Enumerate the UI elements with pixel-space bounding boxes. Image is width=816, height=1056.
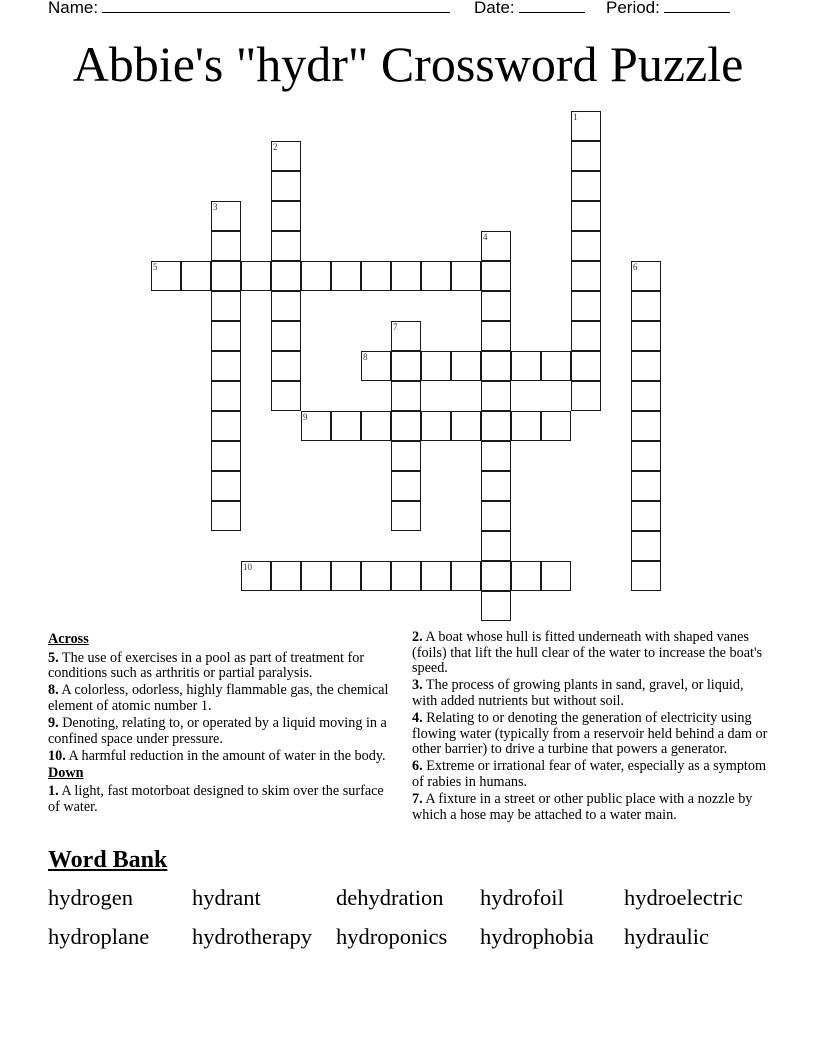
- clue-text: A harmful reduction in the amount of water in the body.: [65, 747, 386, 764]
- grid-cell[interactable]: [631, 291, 661, 321]
- grid-cell[interactable]: [391, 441, 421, 471]
- grid-cell[interactable]: [211, 321, 241, 351]
- clue-number: 10: [243, 562, 252, 572]
- grid-cell[interactable]: [391, 261, 421, 291]
- clue-number-label: 7.: [412, 790, 423, 807]
- clue-number-label: 1.: [48, 783, 59, 800]
- grid-cell[interactable]: [481, 381, 511, 411]
- grid-cell[interactable]: [301, 411, 331, 441]
- grid-cell[interactable]: [631, 501, 661, 531]
- grid-cell[interactable]: [211, 441, 241, 471]
- clue-number: 7: [393, 322, 398, 332]
- word-bank: [48, 880, 788, 958]
- grid-cell[interactable]: [361, 351, 391, 381]
- grid-cell[interactable]: [211, 291, 241, 321]
- grid-cell[interactable]: [301, 561, 331, 591]
- grid-cell[interactable]: [211, 471, 241, 501]
- grid-cell[interactable]: [481, 591, 511, 621]
- clue-item: [48, 651, 393, 682]
- word-bank-word: hydroelectric: [624, 885, 743, 910]
- grid-cell[interactable]: [271, 321, 301, 351]
- clue-number: 1: [573, 112, 578, 122]
- name-label: Name:: [48, 0, 99, 17]
- clue-number: 5: [153, 262, 158, 272]
- grid-cell[interactable]: [511, 411, 541, 441]
- clue-number: 4: [483, 232, 488, 242]
- grid-cell[interactable]: [451, 561, 481, 591]
- grid-cell[interactable]: [271, 171, 301, 201]
- clue-text: Denoting, relating to, or operated by a liquid moving in a confined space under pressure.: [48, 714, 387, 747]
- grid-cell[interactable]: [631, 471, 661, 501]
- grid-cell[interactable]: [631, 561, 661, 591]
- grid-cell[interactable]: [361, 261, 391, 291]
- word-bank-title: Word Bank: [48, 847, 168, 873]
- grid-cell[interactable]: [541, 351, 571, 381]
- clue-item: [48, 683, 393, 714]
- grid-cell[interactable]: [511, 351, 541, 381]
- down-clue-list-start: [48, 784, 393, 815]
- word-bank-word: hydrotherapy: [192, 924, 312, 949]
- grid-cell[interactable]: [571, 201, 601, 231]
- grid-cell[interactable]: [331, 261, 361, 291]
- word-bank-word: hydroponics: [336, 924, 448, 949]
- grid-cell[interactable]: [181, 261, 211, 291]
- clue-number-label: 10.: [48, 747, 66, 764]
- grid-cell[interactable]: [391, 561, 421, 591]
- grid-cell[interactable]: [151, 261, 181, 291]
- clue-number: 9: [303, 412, 308, 422]
- grid-cell[interactable]: [631, 531, 661, 561]
- grid-cell[interactable]: [271, 141, 301, 171]
- clue-number-label: 8.: [48, 682, 59, 699]
- grid-cell[interactable]: [571, 291, 601, 321]
- grid-cell[interactable]: [211, 231, 241, 261]
- across-heading: Across: [48, 631, 89, 647]
- word-bank-word: hydraulic: [624, 924, 709, 949]
- clue-item: [48, 716, 393, 747]
- grid-cell[interactable]: [391, 321, 421, 351]
- grid-cell[interactable]: [481, 321, 511, 351]
- date-label: Date:: [474, 0, 515, 17]
- clue-number: 2: [273, 142, 278, 152]
- clue-number: 6: [633, 262, 638, 272]
- clue-number: 8: [363, 352, 368, 362]
- grid-cell[interactable]: [631, 351, 661, 381]
- grid-cell[interactable]: [421, 261, 451, 291]
- word-bank-word: hydrant: [192, 885, 261, 910]
- word-bank-word: hydrophobia: [480, 924, 594, 949]
- grid-cell[interactable]: [331, 411, 361, 441]
- grid-cell[interactable]: [481, 531, 511, 561]
- grid-cell[interactable]: [391, 471, 421, 501]
- clue-text: The process of growing plants in sand, gravel, or liquid, with added nutrients but without soil.: [412, 677, 744, 709]
- clue-text: Extreme or irrational fear of water, especially as a symptom of rabies in humans.: [412, 758, 766, 790]
- clue-text: A fixture in a street or other public place with a nozzle by which a hose may be attached to a water main.: [412, 790, 753, 823]
- grid-cell[interactable]: [391, 501, 421, 531]
- grid-cell[interactable]: [271, 261, 301, 291]
- clue-text: Relating to or denoting the generation of electricity using flowing water (typically from a reservoir held behind a dam or other barrier) to drive a turbine that powers a generator.: [412, 709, 768, 758]
- word-bank-word: dehydration: [336, 885, 444, 910]
- clue-number: 3: [213, 202, 218, 212]
- grid-cell[interactable]: [571, 111, 601, 141]
- grid-cell[interactable]: [481, 291, 511, 321]
- grid-cell[interactable]: [391, 351, 421, 381]
- grid-cell[interactable]: [391, 381, 421, 411]
- clue-number-label: 5.: [48, 649, 59, 666]
- grid-cell[interactable]: [511, 561, 541, 591]
- grid-cell[interactable]: [421, 351, 451, 381]
- grid-cell[interactable]: [241, 561, 271, 591]
- clue-item: [412, 678, 772, 709]
- clue-item: [412, 759, 772, 790]
- grid-cell[interactable]: [271, 561, 301, 591]
- grid-cell[interactable]: [481, 501, 511, 531]
- grid-cell[interactable]: [211, 351, 241, 381]
- clue-item: [48, 749, 393, 765]
- clue-text: A light, fast motorboat designed to skim over the surface of water.: [48, 783, 384, 815]
- clue-number-label: 3.: [412, 677, 423, 694]
- word-bank-word: hydrogen: [48, 885, 133, 910]
- grid-cell[interactable]: [481, 411, 511, 441]
- grid-cell[interactable]: [391, 411, 421, 441]
- grid-cell[interactable]: [481, 231, 511, 261]
- clues-left-column: [48, 630, 393, 817]
- down-heading: Down: [48, 764, 84, 781]
- grid-cell[interactable]: [481, 261, 511, 291]
- grid-cell[interactable]: [571, 351, 601, 381]
- down-clue-list-continued: [412, 630, 772, 823]
- grid-cell[interactable]: [211, 501, 241, 531]
- grid-cell[interactable]: [271, 201, 301, 231]
- grid-cell[interactable]: [451, 411, 481, 441]
- clue-item: [412, 630, 772, 677]
- clue-text: A boat whose hull is fitted underneath with shaped vanes (foils) that lift the hull clear of the water to increase the boat's speed.: [412, 629, 763, 677]
- grid-cell[interactable]: [211, 381, 241, 411]
- grid-cell[interactable]: [271, 291, 301, 321]
- grid-cell[interactable]: [241, 261, 271, 291]
- grid-cell[interactable]: [481, 351, 511, 381]
- grid-cell[interactable]: [271, 231, 301, 261]
- grid-cell[interactable]: [361, 411, 391, 441]
- grid-cell[interactable]: [571, 261, 601, 291]
- grid-cell[interactable]: [421, 561, 451, 591]
- grid-cell[interactable]: [451, 261, 481, 291]
- grid-cell[interactable]: [211, 411, 241, 441]
- clue-text: The use of exercises in a pool as part of treatment for conditions such as arthritis or partial paralysis.: [48, 649, 365, 682]
- clue-number-label: 9.: [48, 714, 59, 731]
- clue-item: [412, 711, 772, 758]
- grid-cell[interactable]: [451, 351, 481, 381]
- grid-cell[interactable]: [481, 561, 511, 591]
- grid-cell[interactable]: [211, 261, 241, 291]
- grid-cell[interactable]: [271, 351, 301, 381]
- grid-cell[interactable]: [421, 411, 451, 441]
- grid-cell[interactable]: [271, 381, 301, 411]
- across-clue-list: [48, 651, 393, 765]
- clue-text: A colorless, odorless, highly flammable gas, the chemical element of atomic number 1.: [48, 682, 389, 714]
- grid-cell[interactable]: [481, 441, 511, 471]
- grid-cell[interactable]: [361, 561, 391, 591]
- grid-cell[interactable]: [541, 561, 571, 591]
- grid-cell[interactable]: [571, 141, 601, 171]
- period-label: Period:: [606, 0, 660, 17]
- grid-cell[interactable]: [481, 471, 511, 501]
- grid-cell[interactable]: [301, 261, 331, 291]
- grid-cell[interactable]: [571, 381, 601, 411]
- grid-cell[interactable]: [631, 381, 661, 411]
- clue-number-label: 6.: [412, 758, 423, 775]
- clue-item: [412, 792, 772, 823]
- grid-cell[interactable]: [571, 171, 601, 201]
- grid-cell[interactable]: [631, 321, 661, 351]
- grid-cell[interactable]: [571, 231, 601, 261]
- word-bank-word: hydroplane: [48, 924, 150, 949]
- grid-cell[interactable]: [631, 441, 661, 471]
- page-title: Abbie's "hydr" Crossword Puzzle: [72, 36, 744, 92]
- grid-cell[interactable]: [571, 321, 601, 351]
- grid-cell[interactable]: [541, 411, 571, 441]
- clues-right-column: [412, 630, 772, 825]
- clue-number-label: 4.: [412, 709, 423, 726]
- grid-cell[interactable]: [631, 411, 661, 441]
- word-bank-word: hydrofoil: [480, 885, 564, 910]
- grid-cell[interactable]: [211, 201, 241, 231]
- grid-cell[interactable]: [331, 561, 361, 591]
- clue-number-label: 2.: [412, 629, 423, 645]
- clue-item: [48, 784, 393, 815]
- grid-cell[interactable]: [631, 261, 661, 291]
